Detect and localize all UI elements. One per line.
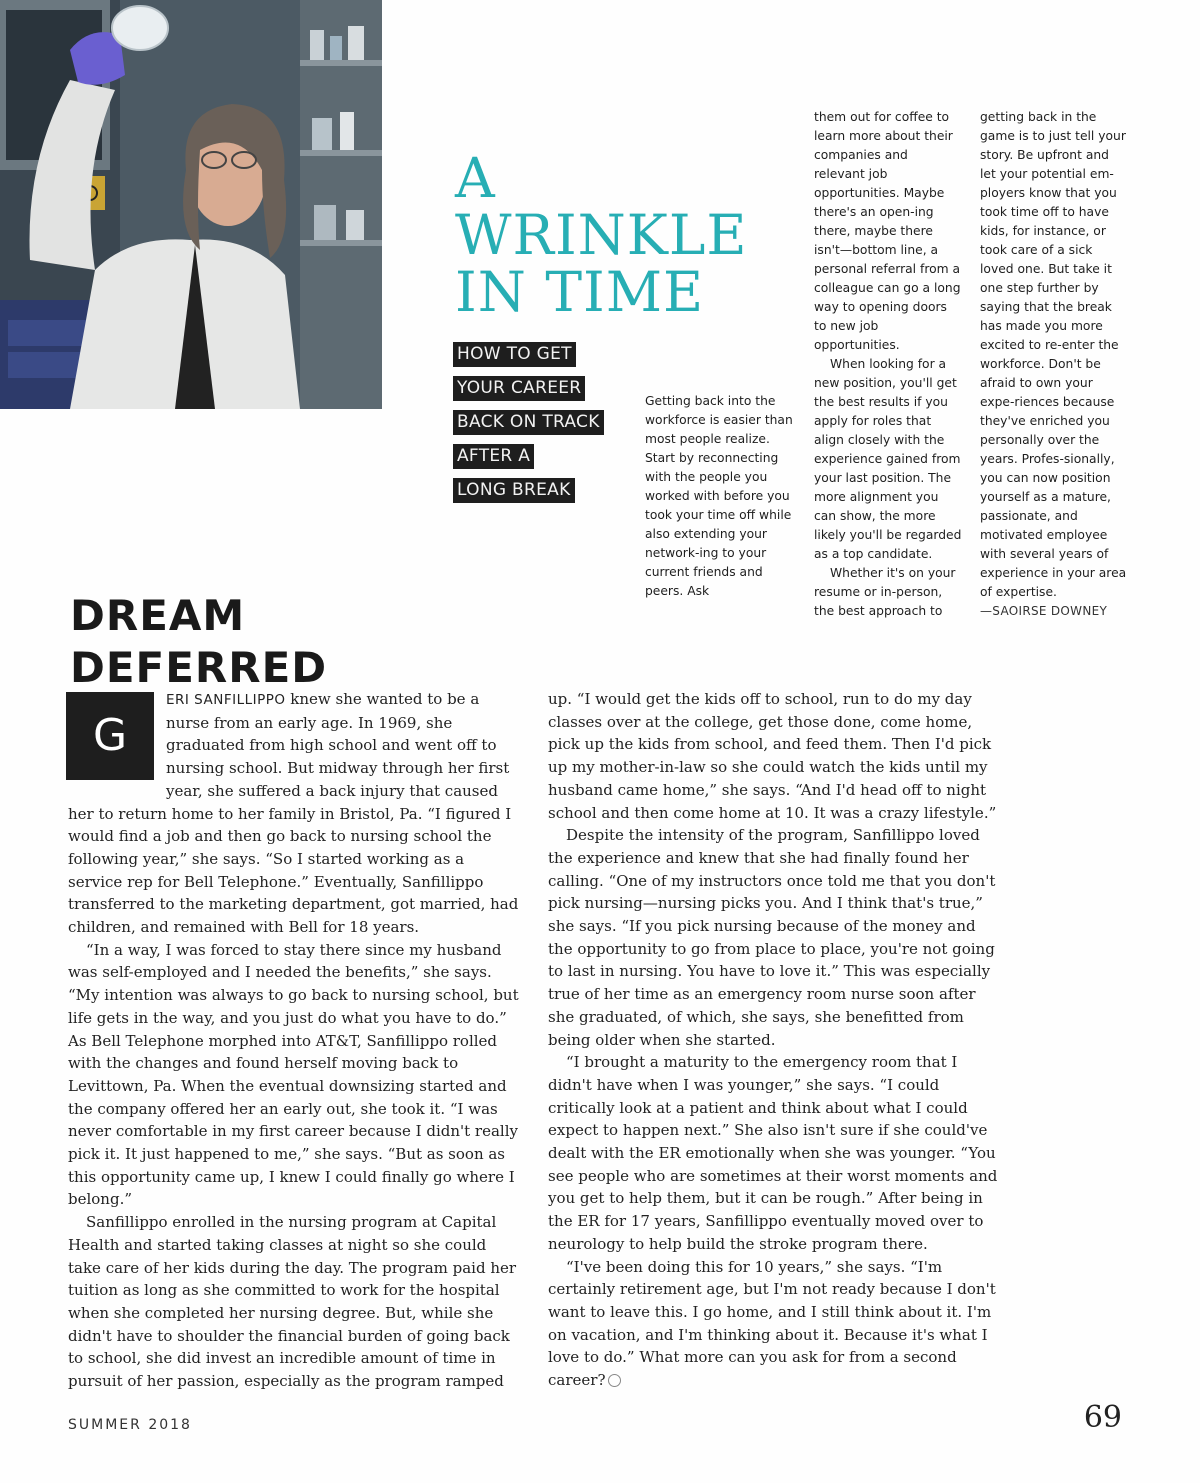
article-paragraph: [548, 1256, 1003, 1392]
sidebar-paragraph: Whether it's on your resume or in-person, the best approach to: [814, 566, 956, 618]
article-paragraph: Despite the intensity of the program, Sanfillippo loved the experience and knew that she had finally found her calling. “One of my instructors once told me that you don't pick nursing—nursing picks you. And I think that's true,” she says. “If you pick nursing because of the money and the opportunity to go from place to place, you're not going to last in nursing. You have to love it.” This was especially true of her time as an emergency room nurse soon after she graduated, of which, she says, she benefitted from being older when she started.: [548, 826, 996, 1049]
sidebar-paragraph: getting back in the game is to just tell your story. Be upfront and let your potential em-ployers know that you took time off to have kids, for instance, or took care of a sick loved one. But take it one step further by saying that the break has made you more excited to re-enter the workforce. Don't be afraid to own your expe-riences because they've enriched you personally over the years. Profes-sionally, you can now position yourself as a mature, passionate, and motivated employee with several years of experience in your area of expertise.: [980, 110, 1127, 599]
subtitle-line: AFTER A: [453, 444, 534, 469]
page-number: 69: [1083, 1400, 1122, 1435]
article-column-2: [548, 688, 1003, 1392]
article-paragraph: up. “I would get the kids off to school, run to do my day classes over at the college, get those done, come home, pick up the kids from school, and feed them. Then I'd pick up my mother-in-law so she could watch the kids until my husband came home,” she says. “And I'd head off to night school and then come home at 10. It was a crazy lifestyle.”: [548, 690, 997, 822]
sidebar-title: A WRINKLE IN TIME: [455, 146, 748, 324]
issue-label: SUMMER 2018: [68, 1417, 192, 1433]
sidebar-subtitle: [453, 342, 633, 512]
sidebar-paragraph: When looking for a new position, you'll get the best results if you apply for roles that align closely with the experience gained from your last position. The more alignment you can show, the more likely you'll be regarded as a top candidate.: [814, 357, 962, 561]
sidebar-paragraph: Getting back into the workforce is easier than most people realize. Start by reconnecting with the people you worked with before you took your time off while also extending your network-ing to your current friends and peers. Ask: [645, 394, 793, 598]
subtitle-line: LONG BREAK: [453, 478, 575, 503]
sidebar-paragraph: them out for coffee to learn more about their companies and relevant job opportunities. Maybe there's an open-ing there, maybe there isn't—bottom line, a personal referral from a colleague can go a long way to opening doors to new job opportunities.: [814, 110, 961, 352]
subtitle-line: YOUR CAREER: [453, 376, 585, 401]
sidebar-column-3: [980, 108, 1128, 621]
lead-name: ERI SANFILLIPPO: [166, 692, 286, 708]
subtitle-line: HOW TO GET: [453, 342, 576, 367]
article-paragraph: [68, 688, 523, 939]
article-paragraph: “In a way, I was forced to stay there since my husband was self-employed and I needed the benefits,” she says. “My intention was always to go back to nursing school, but life gets in the way, and you just do what you have to do.” As Bell Telephone morphed into AT&T, Sanfillippo rolled with the changes and found herself moving back to Levittown, Pa. When the eventual downsizing started and the company offered her an early out, she took it. “I was never comfortable in my first career because I didn't really pick it. It just happened to me,” she says. “But as soon as this opportunity came up, I knew I could finally go where I belong.”: [68, 940, 519, 1209]
article-headline: DREAM DEFERRED: [70, 591, 328, 692]
paragraph-text: knew she wanted to be a nurse from an early age. In 1969, she graduated from high school and went off to nursing school. But midway through her first year, she suffered a back injury that caused her to return home to her family in Bristol, Pa. “I figured I would find a job and then go back to nursing school the following year,” she says. “So I started working as a service rep for Bell Telephone.” Eventually, Sanfillippo transferred to the marketing department, got married, had children, and remained with Bell for 18 years.: [68, 690, 519, 937]
article-photo: [0, 0, 382, 409]
article-paragraph: Sanfillippo enrolled in the nursing program at Capital Health and started taking classes at night so she could take care of her kids during the day. The program paid her tuition as long as she committed to work for the hospital when she completed her nursing degree. But, while she didn't have to shoulder the financial burden of going back to school, she did invest an incredible amount of time in pursuit of her passion, especially as the program ramped: [68, 1213, 517, 1391]
sidebar-byline: —SAOIRSE DOWNEY: [980, 604, 1108, 618]
drop-cap: G: [66, 692, 154, 780]
paragraph-text: “I've been doing this for 10 years,” she says. “I'm certainly retirement age, but I'm not ready because I don't want to leave this. I go home, and I still think about it. I'm on vacation, and I'm thinking about it. Because it's what I love to do.” What more can you ask for from a second career?: [548, 1257, 996, 1390]
lab-scientist-illustration: [0, 0, 382, 409]
end-mark-icon: [608, 1374, 621, 1387]
article-column-1: [68, 688, 523, 1393]
sidebar-column-1: [645, 392, 797, 601]
sidebar-column-2: [814, 108, 962, 621]
article-paragraph: “I brought a maturity to the emergency room that I didn't have when I was younger,” she says. “I could critically look at a patient and think about what I could expect to happen next.” She also isn't sure if she could've dealt with the ER emotionally when she was younger. “You see people who are sometimes at their worst moments and you get to help them, but it can be rough.” After being in the ER for 17 years, Sanfillippo eventually moved over to neurology to help build the stroke program there.: [548, 1053, 998, 1253]
subtitle-line: BACK ON TRACK: [453, 410, 604, 435]
